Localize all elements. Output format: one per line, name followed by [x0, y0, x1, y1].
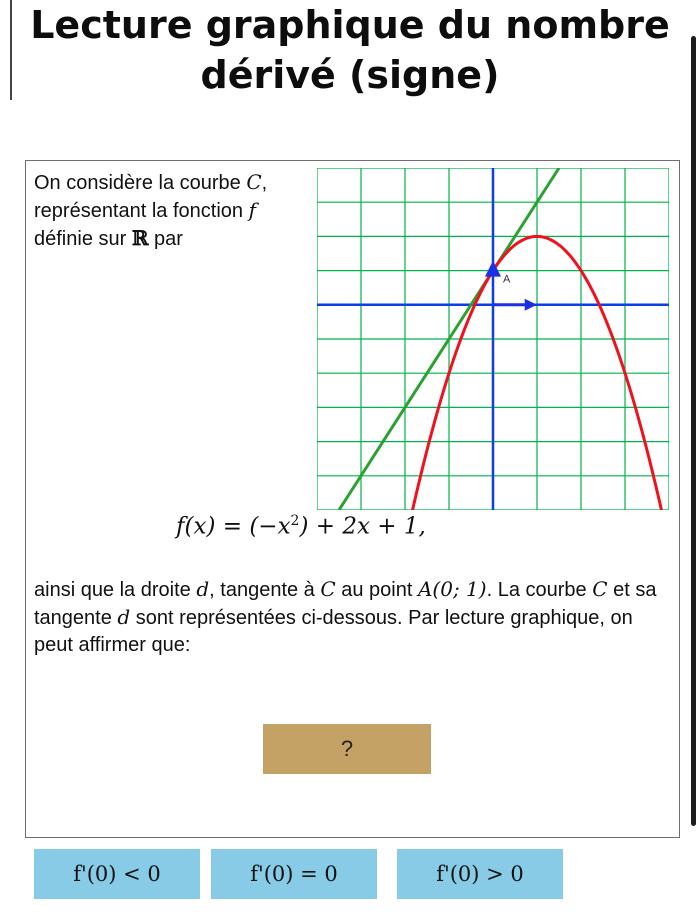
- formula-lhs: f(x) = (−x: [176, 513, 291, 540]
- answer-placeholder: ?: [340, 736, 354, 761]
- question-text: [34, 576, 664, 659]
- paragraph-t5: et sa tangente: [34, 579, 657, 629]
- curve-symbol-2: C: [320, 577, 336, 601]
- function-formula: [176, 513, 426, 540]
- intro-part3: définie sur: [34, 228, 127, 250]
- intro-text: [34, 169, 319, 253]
- answer-drop-zone[interactable]: [263, 724, 431, 774]
- function-graph: [317, 168, 669, 510]
- reals-symbol: ℝ: [131, 226, 149, 250]
- page-title: Lecture graphique du nombre dérivé (signe): [30, 3, 670, 97]
- scrollbar[interactable]: [691, 36, 696, 826]
- curve-symbol: C: [246, 170, 262, 194]
- line-symbol: d: [196, 577, 210, 601]
- paragraph-t1: ainsi que la droite: [34, 579, 191, 601]
- paragraph-t2: , tangente à: [209, 579, 315, 601]
- paragraph-t4: . La courbe: [486, 579, 587, 601]
- answer-choices: [0, 849, 700, 899]
- point-a-label: A: [503, 273, 511, 286]
- paragraph-t3: au point: [341, 579, 413, 601]
- choice-derivative-positive[interactable]: f'(0) > 0: [397, 849, 563, 899]
- line-symbol-2: d: [117, 605, 131, 629]
- formula-rhs: ) + 2x + 1,: [299, 513, 426, 540]
- intro-part4: par: [154, 228, 183, 250]
- curve-symbol-3: C: [592, 577, 608, 601]
- exercise-card: [25, 160, 680, 838]
- choice-derivative-zero[interactable]: f'(0) = 0: [211, 849, 377, 899]
- point-coordinates: A(0; 1): [417, 577, 487, 601]
- unit-vector-i-arrowhead: [525, 299, 537, 311]
- formula-exponent: 2: [290, 513, 300, 529]
- graph-svg: [317, 168, 669, 510]
- function-symbol: f: [248, 198, 256, 222]
- paragraph-t6: sont représentées ci-dessous. Par lecture graphique, on peut affirmer que:: [34, 607, 633, 656]
- choice-derivative-negative[interactable]: f'(0) < 0: [34, 849, 200, 899]
- left-margin-rule: [10, 0, 12, 100]
- intro-part1: On considère la courbe: [34, 172, 241, 194]
- intro-part2: , représentant la fonction: [34, 172, 268, 222]
